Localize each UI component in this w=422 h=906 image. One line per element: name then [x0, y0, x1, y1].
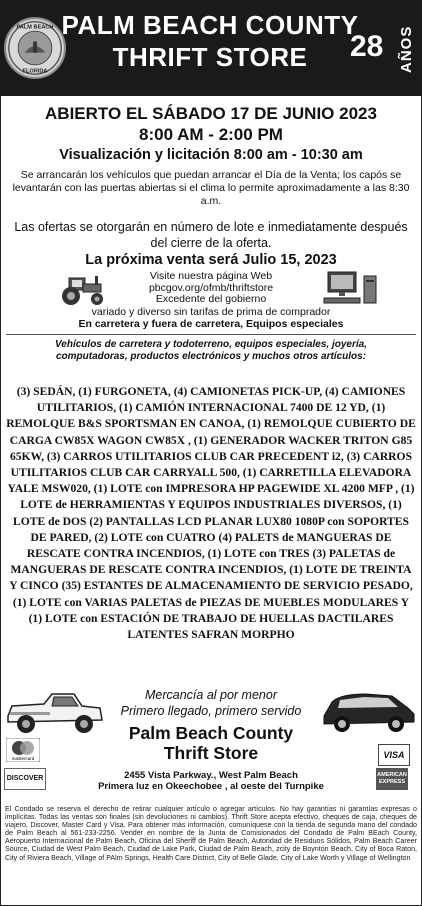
title-line-2: THRIFT STORE — [112, 42, 308, 72]
section-divider — [6, 334, 416, 335]
website-block — [120, 271, 302, 306]
offers-notice: Las ofertas se otorgarán en número de lote e inmediatamente después del cierre de la oferta. — [14, 220, 408, 250]
anniversary-word: AÑOS — [398, 25, 415, 73]
items-list: (3) SEDÁN, (1) FURGONETA, (4) CAMIONETAS PICK-UP, (4) CAMIONES UTILITARIOS, (1) CAMIÓN INTERNACIONAL 7400 DE 12 YD, (1) REMOLQUE B&S SPORTSMAN EN CANOA, (1) REMOLQUE CUBIERTO DE CARGA CW85X WAGON CW85X , (1) GENERADOR WACKER TRITON G85 65KW, (3) CARROS UTILITARIOS CLUB CAR PRECEDENT i2, (3) CARROS UTILITARIOS CLUB CAR CARRYALL 500, (1) CARRETILLA ELEVADORA YALE MSW020, (1) LOTE con IMPRESORA HP PAGEWIDE XL 4200 MFP , (1) LOTE de HERRAMIENTAS Y EQUIPOS INDUSTRIALES DIVERSOS, (1) LOTE de DOS (2) PANTALLAS LCD PLANAR LUX80 1080P con SOPORTES DE PARED, (2) LOTE con CUATRO (4) PALETS de MANGUERAS DE RESCATE CONTRA INCENDIOS, (1) LOTE con TRES (3) PALETAS de MANGUERAS DE RESCATE CONTRA INCENDIOS, (1) LOTE DE TREINTA Y CINCO (35) ESTANTES DE ALMACENAMIENTO DE SERVICIO PESADO, (1) LOTE con VARIAS PALETAS de PIEZAS DE MUEBLES MODULARES Y (1) LOTE con ESTACIÓN DE TRABAJO DE HUELLAS DACTILARES LATENTES SAFRAN MORPHO — [6, 385, 416, 642]
store-name — [0, 723, 422, 763]
amex-line-1: AMERICAN — [377, 772, 407, 778]
anniversary-number: 28 — [350, 30, 384, 63]
computer-icon — [322, 270, 378, 306]
first-come-label: Primero llegado, primero servido — [120, 704, 302, 718]
disclaimer-fine-print: El Condado se reserva el derecho de retirar cualquier artículo o agregar artículos. No hay garantías ni garantías expresas o implícitas. Todas las ventas son finales (sin devoluciones ni cambios). Thrift Store acepta efectivo, cheques de caja, cheques de viajero, Discover, Master Card y Visa. Para obtener más información, comuníquese con la tienda de segunda mano del condado de Palm Beach al 561-233-2256. Vender en nombre de la Junta de Comisionados del Condado de Palm BEach County, Aeropuerto Internacional de Palm Beach, Oficina del Sheriff de Palm Beach, Autoridad de Residuos Sólidos, Palm Beach Career Source, Ciudad de West Palm Beach, Ciudad de Lake Park, Ciudad de Palm Beach, zcity de Boynton Beach, City of Boca Raton, City of Riviera Beach, Village of PAlm Springs, Health Care District, City of Belle Glade, City of Lake Worth y Village of Wellington — [5, 805, 417, 862]
visa-card-icon: VISA — [378, 744, 410, 766]
no-buyer-premium: variado y diverso sin tarifas de prima de comprador — [91, 306, 331, 318]
mastercard-icon — [6, 738, 40, 762]
seal-graphic — [6, 19, 64, 77]
seal-bottom-text: FLORIDA — [22, 68, 48, 75]
surplus-label: Excedente del gobierno — [155, 293, 267, 305]
website-url[interactable]: pbcgov.org/ofmb/thriftstore — [148, 281, 274, 294]
store-directions: Primera luz en Okeechobee , al oeste del Turnpike — [98, 781, 324, 792]
discover-card-icon: DISCOVER — [4, 768, 46, 790]
next-sale-date: La próxima venta será Julio 15, 2023 — [85, 252, 337, 268]
seal-top-text: PALM BEACH — [16, 24, 54, 31]
equipment-categories: En carretera y fuera de carretera, Equipos especiales — [78, 318, 344, 330]
items-intro: Vehículos de carretera y todoterreno, equipos especiales, joyería, computadoras, productos electrónicos y muchos otros artículos: — [55, 339, 367, 362]
sale-time: 8:00 AM - 2:00 PM — [139, 125, 283, 144]
mastercard-label: mastercard — [11, 756, 35, 761]
store-name-line-2: Thrift Store — [163, 743, 259, 763]
tractor-icon — [55, 270, 107, 306]
header-banner — [0, 0, 422, 96]
website-heading: Visite nuestra página Web — [149, 270, 273, 282]
amex-line-2: EXPRESS — [379, 779, 405, 785]
preview-hours: Visualización y licitación 8:00 am - 10:30 am — [59, 147, 363, 163]
county-seal-icon — [4, 17, 66, 79]
vehicle-start-notice: Se arrancarán los vehículos que puedan arrancar el Día de la Venta; los capós se levantarán con las puertas abiertas si el clima lo permite aproximadamente a las 8:30 a.m. — [12, 169, 410, 207]
store-address: 2455 Vista Parkway., West Palm Beach — [124, 770, 298, 781]
retail-label: Mercancía al por menor — [144, 688, 277, 702]
title-line-1: PALM BEACH COUNTY — [61, 10, 359, 40]
sale-date: ABIERTO EL SÁBADO 17 DE JUNIO 2023 — [45, 104, 377, 123]
store-name-line-1: Palm Beach County — [128, 723, 294, 743]
